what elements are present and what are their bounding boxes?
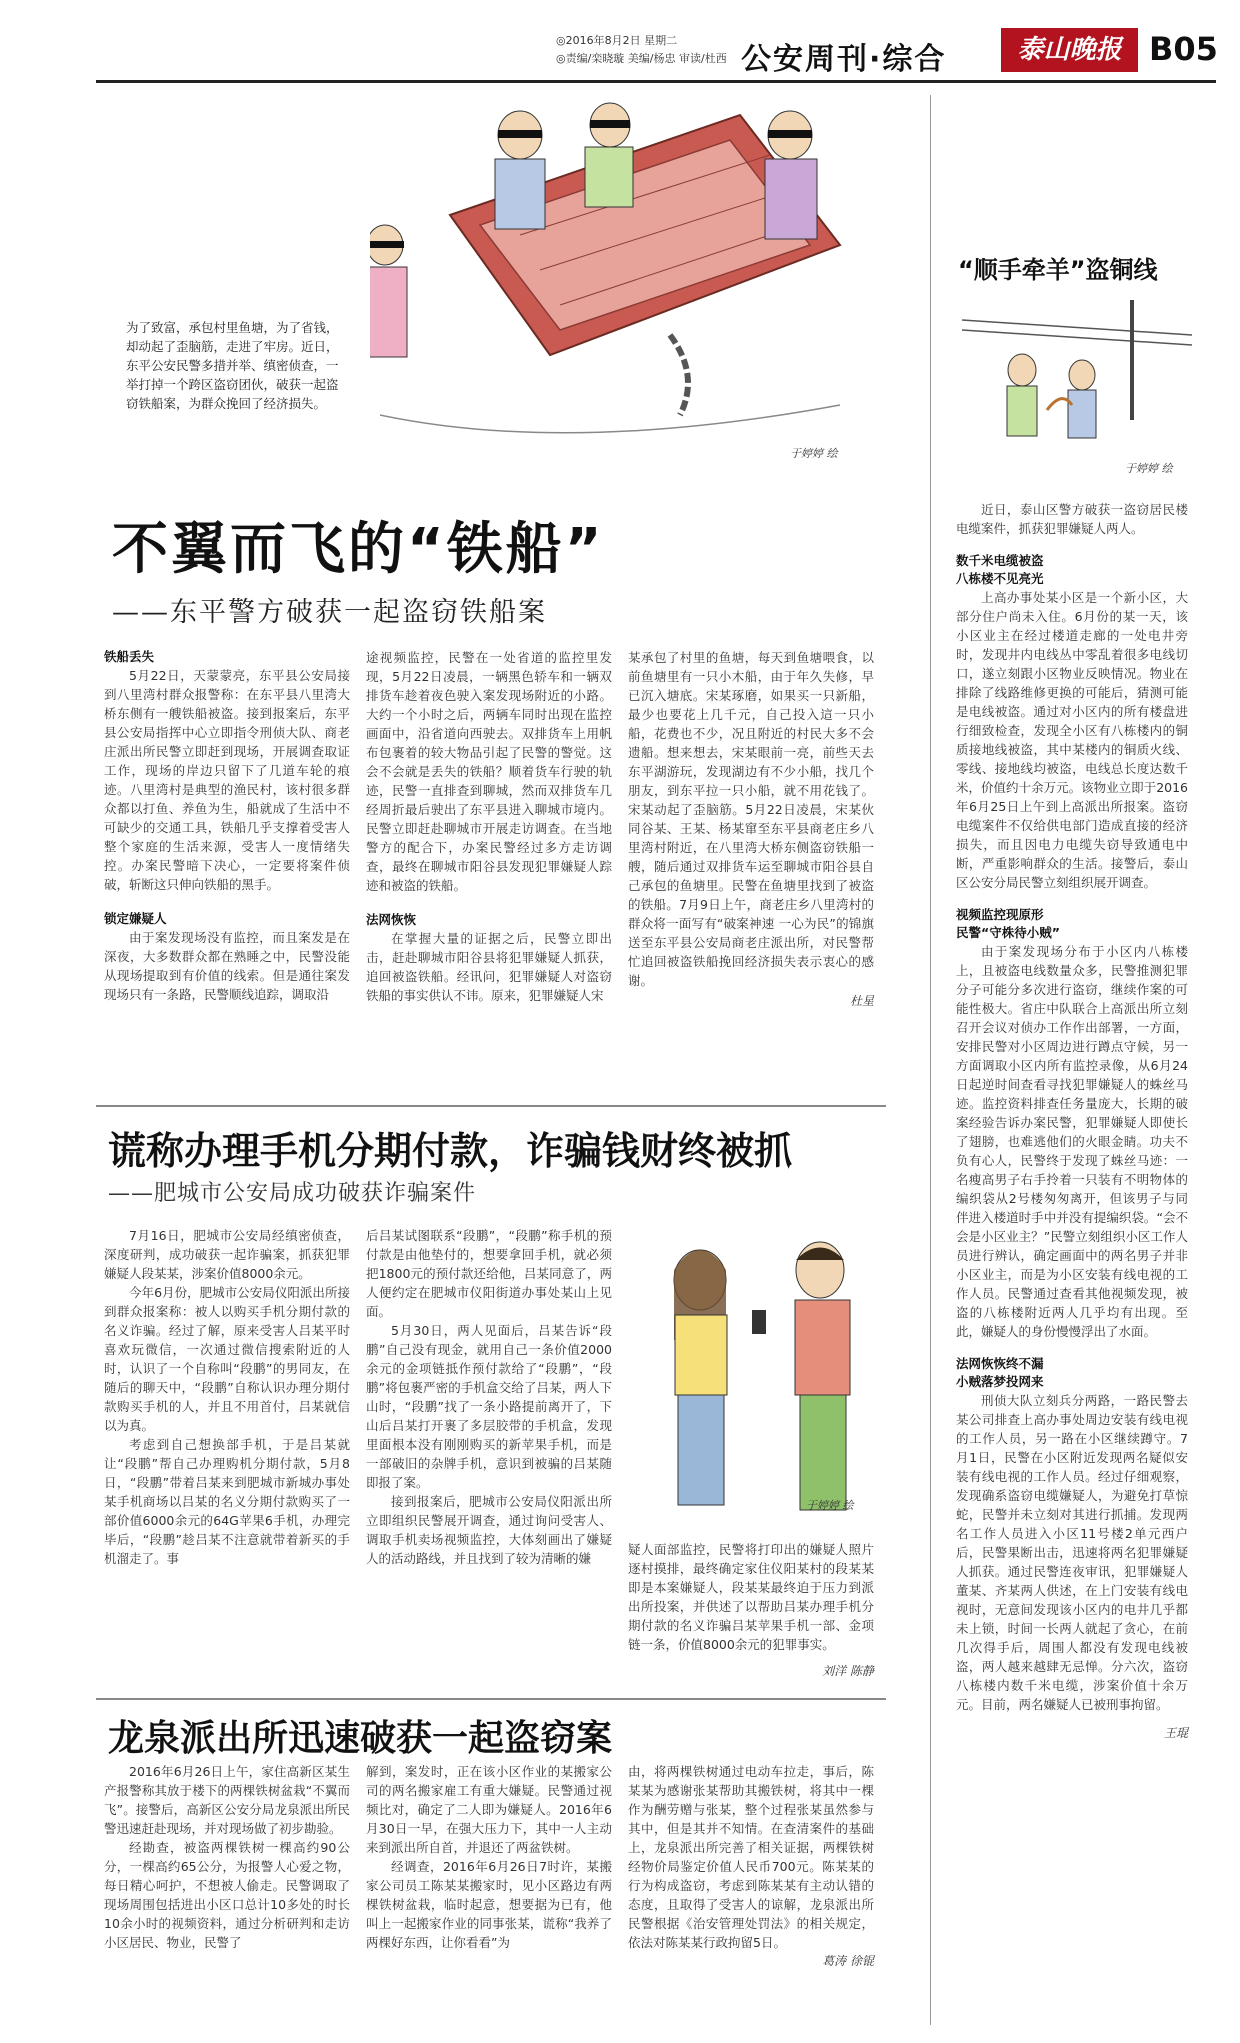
article1-paragraph: 5月22日，天蒙蒙亮，东平县公安局接到八里湾村群众报警称：在东平县八里湾大桥东侧有一艘铁船被盗。接到报案后，东平县公安局指挥中心立即指令刑侦大队、商老庄派出所民警立即赶到现场，开展调查取证工作，现场的岸边只留下了几道车轮的痕迹。八里湾村是典型的渔民村，该村很多群众都以打鱼、养鱼为生，船就成了生活中不可缺少的交通工具，铁船几乎支撑着受害人整个家庭的生活来源，受害人一度情绪失控。办案民警暗下决心，一定要将案件侦破，斩断这只伸向铁船的黑手。 [104,668,350,892]
article2-col2 [366,1226,612,1568]
publication-date: ◎2016年8月2日 星期二 [556,34,678,47]
article1-byline: 杜星 [849,994,874,1008]
article1-title: 不翼而飞的“铁船” [112,517,605,582]
article3-title: 龙泉派出所迅速破获一起盗窃案 [108,1718,613,1759]
article1-paragraph: 在掌握大量的证据之后，民警立即出击，赶赴聊城市阳谷县将犯罪嫌疑人抓获，追回被盗铁船。经讯问，犯罪嫌疑人对盗窃铁船的事实供认不讳。原来，犯罪嫌疑人宋 [366,931,612,1003]
illustrator-credit: 于婷婷 绘 [806,1499,854,1512]
article3-paragraph: 经调查，2016年6月26日7时许，某搬家公司员工陈某某搬家时，见小区路边有两棵铁树盆栽，临时起意，想要据为已有，他叫上一起搬家作业的同事张某，谎称“我养了两棵好东西，让你看看”为 [366,1859,612,1950]
article2-paragraph: 后吕某试图联系“段鹏”，“段鹏”称手机的预付款是由他垫付的，想要拿回手机，就必须把1800元的预付款还给他，吕某同意了，两人便约定在肥城市仪阳街道办事处某山上见面。 [366,1228,612,1319]
sidebar-subhead-1b: 八栋楼不见亮光 [956,571,1044,586]
article-divider [96,1698,886,1700]
article1-subhead-1: 铁船丢失 [104,649,155,664]
sidebar-subhead-1a: 数千米电缆被盗 [956,553,1044,568]
article1-paragraph: 途视频监控，民警在一处省道的监控里发现，5月22日凌晨，一辆黑色轿车和一辆双排货车趁着夜色驶入案发现场附近的小路。大约一个小时之后，两辆车同时出现在监控画面中，沿省道向西驶去。双排货车上用帆布包裹着的较大物品引起了民警的警觉。这会不会就是丢失的铁船？顺着货车行驶的轨迹，民警一直排查到聊城，然而双排货车几经周折最后驶出了东平县进入聊城市境内。民警立即赶赴聊城市开展走访调查。在当地警方的配合下，办案民警经过多方走访调查，最终在聊城市阳谷县发现犯罪嫌疑人踪迹和被盗的铁船。 [366,650,612,893]
article1-col1 [104,648,350,1004]
article1-subhead-3: 法网恢恢 [366,912,417,927]
sidebar-title: “顺手牵羊”盗铜线 [958,256,1158,284]
sidebar-paragraph: 由于案发现场分布于小区内八栋楼上，且被盗电线数量众多，民警推测犯罪分子可能分多次进行盗窃，继续作案的可能性极大。省庄中队联合上高派出所立刻召开会议对侦办工作作出部署，一方面，安排民警对小区周边进行蹲点守候，另一方面调取小区内所有监控录像，从6月24日起逆时间查看寻找犯罪嫌疑人的蛛丝马迹。监控资料排查任务量庞大，长期的破案经验告诉办案民警，犯罪嫌疑人即使长了翅膀，也难逃他们的火眼金睛。功夫不负有心人，民警终于发现了蛛丝马迹：一名瘦高男子右手拎着一只装有不明物体的编织袋从2号楼匆匆离开，但该男子与同伴进入楼道时手中并没有提编织袋。“会不会是小区业主？”民警立刻组织小区工作人员进行辨认，确定画面中的两名男子并非小区业主，而是为小区安装有线电视的工作人员。民警通过查看其他视频发现，被盗的八栋楼附近两人几乎均有出现。至此，嫌疑人的身份慢慢浮出了水面。 [956,944,1188,1339]
man-shirt [795,1300,850,1395]
article-divider [96,1105,886,1107]
article2-paragraph: 考虑到自己想换部手机，于是吕某就让“段鹏”帮自己办理购机分期付款，5月8日，“段鹏”带着吕某来到肥城市新城办事处某手机商场以吕某的名义分期付款购买了一部价值6000余元的64G苹果6手机，办理完毕后，“段鹏”趁吕某不注意就带着新买的手机溜走了。事 [104,1437,350,1566]
article1-subhead-2: 锁定嫌疑人 [104,911,167,926]
article2-paragraph: 疑人面部监控，民警将打印出的嫌疑人照片逐村摸排，最终确定家住仪阳某村的段某某即是本案嫌疑人，段某某最终迫于压力到派出所投案，并供述了以帮助吕某办理手机分期付款的名义诈骗吕某苹果手机一部、金项链一条，价值8000余元的犯罪事实。 [628,1542,874,1652]
article3-col2 [366,1762,612,1952]
article2-paragraph: 接到报案后，肥城市公安局仪阳派出所立即组织民警展开调查，通过询问受害人、调取手机卖场视频监控，大体刻画出了嫌疑人的活动路线，并且找到了较为清晰的嫌 [366,1494,612,1566]
phone-shape [752,1310,766,1334]
sidebar-intro: 近日，泰山区警方破获一盗窃居民楼电缆案件，抓获犯罪嫌疑人两人。 [956,502,1188,536]
article1-col2 [366,648,612,1005]
article3-col3 [628,1762,874,1969]
article2-title: 谎称办理手机分期付款，诈骗钱财终被抓 [108,1129,793,1173]
chain-shape [670,335,688,415]
wire-theft-illustration [962,300,1192,450]
article2-subtitle: ——肥城市公安局成功破获诈骗案件 [108,1181,477,1206]
article2-col1 [104,1226,350,1568]
sidebar-subhead-2b: 民警“守株待小贼” [956,925,1060,940]
article2-byline: 刘洋 陈静 [822,1664,874,1678]
boat-theft-illustration [370,95,880,485]
illustration-caption: 为了致富，承包村里鱼塘，为了省钱，却动起了歪脑筋，走进了牢房。近日，东平公安民警多措并举、缜密侦查，一举打掉一个跨区盗窃团伙，破获一起盗窃铁船案，为群众挽回了经济损失。 [126,320,339,411]
article3-byline: 葛涛 徐锟 [822,1954,874,1968]
sidebar-paragraph: 刑侦大队立刻兵分两路，一路民警去某公司排查上高办事处周边安装有线电视的工作人员，另一路在小区继续蹲守。7月1日，民警在小区附近发现两名疑似安装有线电视的工作人员。经过仔细观察，发现确系盗窃电缆嫌疑人，为避免打草惊蛇，民警并未立刻对其进行抓捕。发现两名工作人员进入小区11号楼2单元西户后，民警果断出击，迅速将两名犯罪嫌疑人抓获。通过民警连夜审讯，犯罪嫌疑人董某、齐某两人供述，在上门安装有线电视时，无意间发现该小区内的电井几乎都未上锁，时间一长两人就起了贪心，在前几次得手后，周围人都没有发现电线被盗，两人越来越肆无忌惮。分六次，盗窃八栋楼内数千米电缆，涉案价值十余万元。目前，两名嫌疑人已被刑事拘留。 [956,1393,1188,1712]
article1-subtitle: ——东平警方破获一起盗窃铁船案 [112,597,547,628]
article2-paragraph: 7月16日，肥城市公安局经缜密侦查，深度研判，成功破获一起诈骗案，抓获犯罪嫌疑人段某某，涉案价值8000余元。 [104,1228,350,1281]
illustrator-credit: 于婷婷 绘 [790,447,838,460]
editor-credits: ◎责编/栾晓璇 美编/杨忠 审读/杜西 [556,52,727,65]
sidebar-subhead-2a: 视频监控现原形 [956,907,1044,922]
article3-paragraph: 经勘查，被盗两棵铁树一棵高约90公分，一棵高约65公分，为报警人心爱之物，每日精心呵护，不想被人偷走。民警调取了现场周围包括进出小区口总计10多处的时长10余小时的视频资料，通过分析研判和走访小区居民、物业，民警了 [104,1840,350,1950]
article1-paragraph: 由于案发现场没有监控，而且案发是在深夜，大多数群众都在熟睡之中，民警没能从现场提取到有价值的线索。但是通往案发现场只有一条路，民警顺线追踪，调取沿 [104,930,350,1002]
phone-scam-illustration [630,1230,880,1530]
page-number: B05 [1149,30,1218,68]
article3-paragraph: 2016年6月26日上午，家住高新区某生产报警称其放于楼下的两棵铁树盆栽“不翼而飞”。接警后，高新区公安分局龙泉派出所民警迅速赶赴现场，并对现场做了初步勘验。 [104,1764,350,1836]
article2-col3 [628,1540,874,1679]
article2-paragraph: 5月30日，两人见面后，吕某告诉“段鹏”自己没有现金，就用自己一条价值2000余元的金项链抵作预付款给了“段鹏”，“段鹏”将包裹严密的手机盒交给了吕某，两人下山时，“段鹏”找了一条小路提前离开了，下山后吕某打开裹了多层胶带的手机盒，发现里面根本没有刚刚购买的新苹果手机，而是一部破旧的杂牌手机，意识到被骗的吕某随即报了案。 [366,1323,612,1490]
sidebar-byline: 王琨 [1163,1726,1188,1740]
article2-paragraph: 今年6月份，肥城市公安局仪阳派出所接到群众报案称：被人以购买手机分期付款的名义诈骗。经过了解，原来受害人吕某平时喜欢玩微信，一次通过微信搜索附近的人时，认识了一个自称叫“段鹏”的男同友，在随后的聊天中，“段鹏”自称认识办理分期付款购买手机的人，并且不用首付，吕某就信以为真。 [104,1285,350,1433]
article3-paragraph: 由，将两棵铁树通过电动车拉走，事后，陈某某为感谢张某帮助其搬铁树，将其中一棵作为酬劳赠与张某，整个过程张某虽然参与其中，但是其并不知情。在查清案件的基础上，龙泉派出所完善了相关证据，两棵铁树经物价局鉴定价值人民币700元。陈某某的行为构成盗窃，考虑到陈某某有主动认错的态度，且取得了受害人的谅解，龙泉派出所民警根据《治安管理处罚法》的相关规定，依法对陈某某行政拘留5日。 [628,1764,874,1950]
article3-col1 [104,1762,350,1952]
sidebar-subhead-3b: 小贼落梦投网来 [956,1374,1044,1389]
sidebar-divider [930,95,931,2025]
article1-col3 [628,648,874,1009]
sidebar-body [956,500,1188,1741]
article1-paragraph: 某承包了村里的鱼塘，每天到鱼塘喂食，以前鱼塘里有一只小木船，由于年久失修，早已沉入塘底。宋某琢磨，如果买一只新船，最少也要花上几千元，自己投入這一只小船，花费也不少，况且附近的村民大多不会遗船。想来想去，宋某眼前一亮，前些天去东平湖游玩，发现湖边有不少小船，找几个朋友，到东平拉一只小船，就不用花钱了。宋某动起了歪脑筋。5月22日凌晨，宋某伙同谷某、王某、杨某窜至东平县商老庄乡八里湾村附近，在八里湾大桥东侧盗窃铁船一艘，随后通过双排货车运至聊城市阳谷县自己承包的鱼塘里。民警在鱼塘里找到了被盗的铁船。7月9日上午，商老庄乡八里湾村的群众将一面写有“破案神速 一心为民”的锦旗送至东平县公安局商老庄派出所，对民警帮忙追回被盗铁船挽回经济损失表示衷心的感谢。 [628,650,874,988]
sidebar-paragraph: 上高办事处某小区是一个新小区，大部分住户尚未入住。6月份的某一天，该小区业主在经过楼道走廊的一处电井旁时，发现井内电线丛中零乱着很多电线切口，遂立刻跟小区物业反映情况。物业在排除了线路维修更换的可能后，猜测可能是电线被盗。通过对小区内的所有楼盘进行细致检查，发现全小区有八栋楼内的铜质接地线被盗，其中某楼内的铜质火线、零线、接地线均被盗，电线总长度达数千米，价值约十余万元。该物业立即于2016年6月25日上午到上高派出所报案。盗窃电缆案件不仅给供电部门造成直接的经济损失，而且因电力电缆失窃导致通电中断，严重影响群众的生活。接警后，泰山区公安分局民警立刻组织展开调查。 [956,590,1188,890]
illustrator-credit: 于婷婷 绘 [1125,462,1173,475]
sidebar-subhead-3a: 法网恢恢终不漏 [956,1356,1044,1371]
newspaper-logo: 泰山晚报 [1001,28,1138,72]
article3-paragraph: 解到，案发时，正在该小区作业的某搬家公司的两名搬家雇工有重大嫌疑。民警通过视频比对，确定了二人即为嫌疑人。2016年6月30日一早，在强大压力下，其中一人主动来到派出所自首，并退还了两盆铁树。 [366,1764,612,1855]
section-title: 公安周刊·综合 [741,42,947,77]
header-rule [96,80,1216,83]
woman-shirt [675,1315,727,1395]
